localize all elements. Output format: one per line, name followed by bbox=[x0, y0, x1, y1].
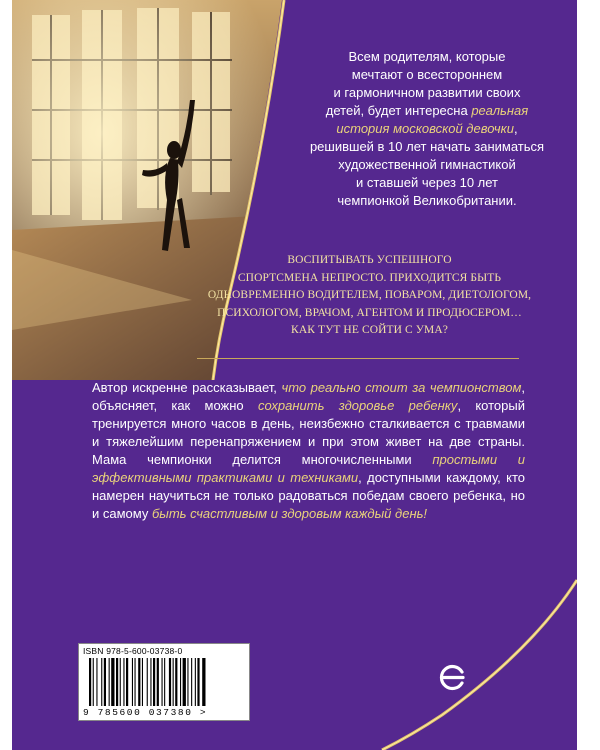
eksmo-logo-icon bbox=[438, 662, 468, 697]
intro-line: и ставшей через 10 лет bbox=[355, 175, 498, 190]
book-back-cover bbox=[12, 0, 577, 750]
intro-paragraph bbox=[302, 48, 552, 210]
caps-line: ОДНОВРЕМЕННО ВОДИТЕЛЕМ, ПОВАРОМ, ДИЕТОЛОГОМ, bbox=[207, 289, 532, 301]
body-highlight: простыми и эффективными практиками и техниками bbox=[92, 452, 525, 485]
intro-line: и гармоничном развитии своих bbox=[333, 85, 521, 100]
body-text: Автор искренне рассказывает, bbox=[92, 380, 282, 395]
caps-line: ВОСПИТЫВАТЬ УСПЕШНОГО bbox=[287, 254, 452, 266]
isbn-barcode-panel bbox=[78, 643, 250, 721]
intro-text: , bbox=[513, 121, 518, 136]
body-highlight: быть счастливым и здоровым каждый день! bbox=[151, 506, 428, 521]
description-paragraph bbox=[92, 379, 525, 523]
body-text: , объясняет, как можно bbox=[92, 380, 525, 413]
caps-line: КАК ТУТ НЕ СОЙТИ С УМА? bbox=[291, 324, 448, 336]
intro-line bbox=[302, 120, 552, 138]
intro-line: художественной гимнастикой bbox=[338, 157, 516, 172]
caps-quote bbox=[197, 252, 542, 340]
intro-highlight: реальная bbox=[471, 103, 529, 118]
intro-line: Всем родителям, которые bbox=[348, 49, 506, 64]
intro-line bbox=[302, 102, 552, 120]
isbn-digits: 9 785600 037380 > bbox=[83, 707, 208, 718]
intro-text: детей, будет интересна bbox=[325, 103, 472, 118]
body-text: , доступными каждому, кто намерен научиться не только радоваться победам своего ребенка, но и самому bbox=[92, 470, 525, 521]
body-highlight: сохранить здоровье ребенку bbox=[257, 398, 458, 413]
intro-line: мечтают о всестороннем bbox=[351, 67, 503, 82]
intro-highlight: история московской девочки bbox=[336, 121, 514, 136]
intro-line: решившей в 10 лет начать заниматься bbox=[309, 139, 545, 154]
section-divider bbox=[197, 358, 519, 359]
caps-line: ПСИХОЛОГОМ, ВРАЧОМ, АГЕНТОМ И ПРОДЮСЕРОМ… bbox=[217, 306, 522, 319]
isbn-label: ISBN 978-5-600-03738-0 bbox=[83, 646, 183, 656]
body-text: , который тренируется много часов в день, неизбежно сталкивается с травмами и тяжелейшим перенапряжением и при этом живет на две страны. Мама чемпионки делится многочисленными bbox=[92, 398, 525, 467]
intro-line: чемпионкой Великобритании. bbox=[337, 193, 517, 208]
caps-line: СПОРТСМЕНА НЕПРОСТО. ПРИХОДИТСЯ БЫТЬ bbox=[237, 271, 502, 284]
body-highlight: что реально стоит за чемпионством bbox=[281, 380, 522, 395]
barcode-icon bbox=[89, 658, 239, 706]
